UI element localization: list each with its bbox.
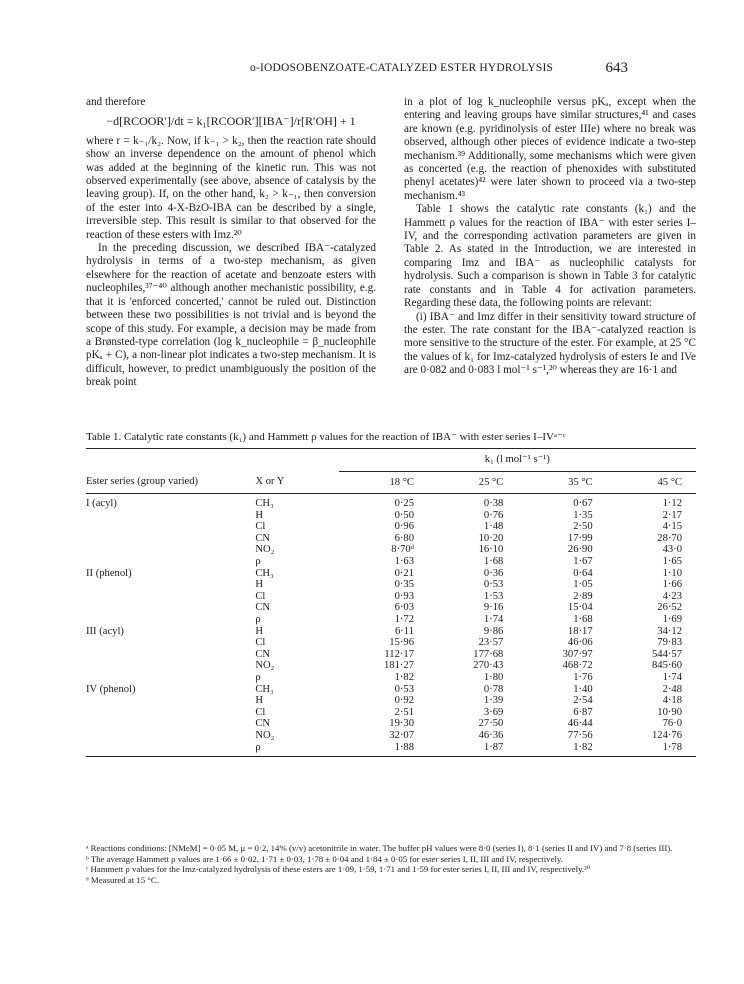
cell-rate-constant: 6·80 [394,532,414,544]
running-head [0,62,744,82]
table-row [86,579,696,591]
cell-rate-constant: 0·36 [483,567,504,579]
cell-rate-constant: 4·15 [662,521,682,533]
table-row [86,521,696,533]
cell-rate-constant: 112·17 [384,648,414,660]
table-row [86,684,696,696]
paragraph: In the preceding discussion, we described IBA⁻-catalyzed hydrolysis in terms of a two-step mechanism, as given elsewhere for the reaction of acetate and benzoate esters with nucleophiles,³⁷⁻⁴⁰ although another mechanistic possibility, e.g. that it is 'enforced concerted,' cannot be ruled out. Distinction between these two possibilities is not trivial and is beyond the scope of this study. For example, a decision may be made from a Brønsted-type correlation (log k_nucleophile = β_nucleophile pKₐ + C), a non-linear plot indicates a two-step mechanism. It is difficult, however, to predict unambiguously the position of the break point [86,242,376,389]
cell-rate-constant: 76·0 [662,718,682,730]
cell-series [86,742,225,757]
cell-substituent: H [255,625,263,637]
cell-rate-constant: 15·04 [567,602,593,614]
cell-rate-constant: 15·96 [389,637,414,649]
cell-rate-constant: 181·27 [383,660,414,672]
cell-substituent: H [255,579,263,591]
table-row [86,742,696,757]
cell-rate-constant: 6·11 [394,625,414,637]
cell-substituent: H [255,695,263,707]
cell-substituent: Cl [255,637,266,649]
cell-rate-constant: 1·65 [662,556,682,568]
cell-substituent: CN [255,648,271,660]
cell-rate-constant: 2·89 [573,590,593,602]
cell-rate-constant: 18·17 [567,625,593,637]
rate-constants-table [86,448,696,757]
cell-rate-constant: 77·56 [567,729,593,741]
cell-series [86,707,225,719]
table-caption: Table 1. Catalytic rate constants (k₁) and Hammett ρ values for the reaction of IBA⁻ with ester series I–IVᵃ⁻ᶜ [86,431,566,443]
table-row [86,707,696,719]
cell-rate-constant: 0·76 [483,509,504,521]
cell-rate-constant: 46·06 [567,637,593,649]
table-row [86,591,696,603]
cell-rate-constant: 26·90 [567,544,593,556]
table-row [86,672,696,684]
cell-substituent: CH₃ [255,498,274,510]
cell-series [86,556,225,568]
table-row [86,544,696,556]
cell-substituent: NO₂ [255,544,275,556]
table-row [86,533,696,545]
cell-rate-constant: 1·72 [394,614,414,626]
cell-rate-constant: 544·57 [651,648,682,660]
units-header: k₁ (l mol⁻¹ s⁻¹) [339,449,696,472]
cell-rate-constant: 1·80 [483,672,504,683]
cell-rate-constant: 79·83 [657,637,682,649]
cell-rate-constant: 0·50 [394,509,414,521]
cell-substituent: Cl [255,706,266,718]
cell-series [86,637,225,649]
cell-substituent: H [255,509,263,521]
cell-series [86,672,225,684]
cell-series [86,510,225,522]
cell-rate-constant: 32·07 [389,729,414,741]
cell-rate-constant: 1·40 [573,683,593,695]
cell-rate-constant: 46·44 [567,718,593,730]
cell-rate-constant: 0·35 [394,579,414,591]
cell-rate-constant: 17·99 [567,532,593,544]
cell-rate-constant: 1·12 [662,498,682,510]
table-row [86,510,696,522]
cell-rate-constant: 1·68 [483,556,504,568]
left-column [86,96,376,390]
cell-rate-constant: 124·76 [651,729,682,741]
cell-rate-constant: 10·90 [657,706,682,718]
cell-series [86,521,225,533]
cell-rate-constant: 1·82 [573,741,593,753]
cell-rate-constant: 4·18 [662,695,682,707]
footnote: ᵃ Reactions conditions: [NMeM] = 0·05 M, μ = 0·2, 14% (v/v) acetonitrile in water. The buffer pH values were 8·0 (series I), 8·1 (series II and IV) and 7·8 (series III). [86,843,673,853]
cell-rate-constant: 0·53 [394,683,414,695]
cell-series [86,602,225,614]
cell-rate-constant: 2·51 [394,706,414,718]
cell-rate-constant: 0·25 [394,498,414,510]
cell-rate-constant: 0·92 [394,695,414,707]
cell-rate-constant: 26·52 [657,602,682,614]
cell-substituent: CH₃ [255,567,274,579]
cell-rate-constant: 3·69 [483,706,504,718]
table-row [86,730,696,742]
cell-rate-constant: 1·48 [483,521,504,533]
cell-rate-constant: 270·43 [473,660,504,672]
cell-rate-constant: 0·53 [483,579,504,591]
cell-series [86,730,225,742]
paragraph: in a plot of log k_nucleophile versus pKₐ, except when the entering and leaving groups have similar structures,⁴¹ and cases are known (e.g. pyridinolysis of ester IIIe) where no break was observed, although other pieces of evidence indicate a two-step mechanism.³⁹ Additionally, some mechanisms which were given as concerted (e.g. the reaction of phenoxides with substituted phenyl acetates)⁴² were later shown to proceed via a two-step mechanism.⁴³ [404,96,696,202]
cell-rate-constant: 9·86 [483,625,504,637]
cell-rate-constant: 845·60 [651,660,682,672]
cell-substituent: NO₂ [255,729,275,741]
table-row [86,614,696,626]
cell-rate-constant: 1·63 [394,556,414,568]
cell-rate-constant: 1·53 [483,590,504,602]
cell-rate-constant: 9·16 [483,602,504,614]
cell-rate-constant: 46·36 [478,729,504,741]
cell-rate-constant: 2·48 [662,683,682,695]
cell-substituent: CN [255,602,271,614]
table-row [86,556,696,568]
cell-rate-constant: 1·74 [483,614,504,626]
cell-rate-constant: 1·76 [573,672,593,683]
cell-series [86,718,225,730]
cell-rate-constant: 1·88 [394,741,414,753]
cell-rate-constant: 34·12 [657,625,682,637]
running-title: o-IODOSOBENZOATE-CATALYZED ESTER HYDROLYSIS [250,62,554,74]
cell-rate-constant: 1·78 [662,741,682,753]
cell-rate-constant: 2·17 [662,509,682,521]
paragraph: and therefore [86,96,146,108]
paragraph: (i) IBA⁻ and Imz differ in their sensitivity toward structure of the ester. The rate constant for the IBA⁻-catalyzed reaction is more sensitive to the structure of the ester. For example, at 25 °C the values of k₁ for Imz-catalyzed hydrolysis of esters Ie and IVe are 0·082 and 0·083 l mol⁻¹ s⁻¹,²⁰ whereas they are 16·1 and [404,310,696,377]
cell-rate-constant: 177·68 [473,648,504,660]
table-row [86,637,696,649]
cell-rate-constant: 1·68 [573,614,593,626]
cell-substituent: ρ [255,556,261,568]
table-row [86,718,696,730]
cell-rate-constant: 28·70 [657,532,682,544]
cell-rate-constant: 0·67 [573,498,593,510]
cell-rate-constant: 0·38 [483,498,504,510]
cell-series [86,695,225,707]
cell-rate-constant: 1·74 [662,672,682,683]
cell-rate-constant: 4·23 [662,590,682,602]
page-number: 643 [605,60,628,76]
cell-series [86,660,225,672]
rate-equation: −d[RCOOR′]/dt = k₁[RCOOR′][IBA⁻]/r[R′OH] + 1 [106,114,356,129]
column-header-temp: 18 °C [389,476,414,488]
cell-rate-constant: 16·10 [478,544,504,556]
cell-series: III (acyl) [86,625,124,637]
cell-rate-constant: 1·69 [662,614,682,626]
cell-rate-constant: 2·50 [573,521,593,533]
column-header-temp: 45 °C [657,476,682,488]
cell-substituent: Cl [255,590,266,602]
footnote: ᶜ Hammett ρ values for the Imz-catalyzed hydrolysis of these esters are 1·09, 1·59, 1·71 and 1·59 for ester series I, II, III and IV, respectively.²⁰ [86,864,591,875]
cell-rate-constant: 19·30 [389,718,414,730]
column-header-temp: 25 °C [478,476,504,488]
cell-rate-constant: 0·21 [394,567,414,579]
cell-series [86,544,225,556]
table-row [86,649,696,661]
cell-rate-constant: 307·97 [562,648,593,660]
cell-substituent: CH₃ [255,683,274,695]
cell-rate-constant: 1·66 [662,579,682,591]
table-row [86,695,696,707]
cell-rate-constant: 8·70ᵈ [391,544,414,556]
cell-rate-constant: 1·67 [573,556,593,568]
cell-rate-constant: 0·78 [483,683,504,695]
paragraph: where r = k₋₁/k₂. Now, if k₋₁ > k₂, then the reaction rate should show an inverse dependence on the amount of phenol which was added at the beginning of the kinetic run. This was not observed experimentally (see above, absence of catalysis by the leaving group). If, on the other hand, k₂ > k₋₁, then conversion of the ester into 4-X-BzO-IBA can be described by a single, irreversible step. This result is similar to that observed for the reaction of these esters with Imz.²⁰ [86,134,376,241]
table-row [86,626,696,638]
cell-rate-constant: 0·93 [394,590,414,602]
cell-rate-constant: 1·82 [394,672,414,683]
column-header-temp: 35 °C [568,476,593,488]
cell-rate-constant: 43·0 [662,544,682,556]
paragraph: Table 1 shows the catalytic rate constants (k₁) and the Hammett ρ values for the reaction of IBA⁻ with ester series I–IV, and the corresponding activation parameters are given in Table 2. As stated in the Introduction, we are interested in comparing Imz and IBA⁻ as nucleophilic catalysts for hydrolysis. Such a comparison is shown in Table 3 for catalytic rate constants and in Table 4 for activation parameters. Regarding these data, the following points are relevant: [404,203,696,310]
cell-series [86,591,225,603]
cell-substituent: ρ [255,672,261,683]
cell-rate-constant: 6·87 [573,706,593,718]
cell-rate-constant: 6·03 [394,602,414,614]
cell-series [86,533,225,545]
cell-rate-constant: 1·10 [662,567,682,579]
cell-series: IV (phenol) [86,683,136,695]
table-row [86,602,696,614]
cell-rate-constant: 468·72 [562,660,593,672]
footnote: ᵇ The average Hammett ρ values are 1·66 ± 0·02, 1·71 ± 0·03, 1·78 ± 0·04 and 1·84 ± 0·05 for ester series I, II, III and IV, respectively. [86,853,563,864]
cell-rate-constant: 27·50 [478,718,504,730]
cell-series [86,579,225,591]
cell-rate-constant: 0·96 [394,521,414,533]
cell-rate-constant: 1·39 [483,695,504,707]
cell-rate-constant: 1·05 [573,579,593,591]
cell-substituent: ρ [255,741,261,753]
cell-rate-constant: 2·54 [573,695,593,707]
cell-substituent: NO₂ [255,660,275,672]
footnote: ᵈ Measured at 15 °C. [86,874,159,885]
cell-rate-constant: 1·35 [573,509,593,521]
cell-series: II (phenol) [86,567,132,579]
cell-rate-constant: 0·64 [573,567,593,579]
table-row [86,494,696,510]
cell-series [86,614,225,626]
table-row [86,568,696,580]
right-column [404,96,696,378]
cell-rate-constant: 10·20 [478,532,504,544]
cell-rate-constant: 23·57 [478,637,504,649]
cell-substituent: Cl [255,521,266,533]
cell-substituent: ρ [255,614,261,626]
cell-series [86,649,225,661]
cell-substituent: CN [255,718,271,730]
cell-series: I (acyl) [86,498,117,510]
cell-substituent: CN [255,532,271,544]
table-row [86,660,696,672]
column-header-substituent: X or Y [255,476,285,488]
table-body [86,494,696,757]
column-header-series: Ester series (group varied) [86,476,199,488]
cell-rate-constant: 1·87 [483,741,504,753]
table-footnotes [86,843,696,885]
